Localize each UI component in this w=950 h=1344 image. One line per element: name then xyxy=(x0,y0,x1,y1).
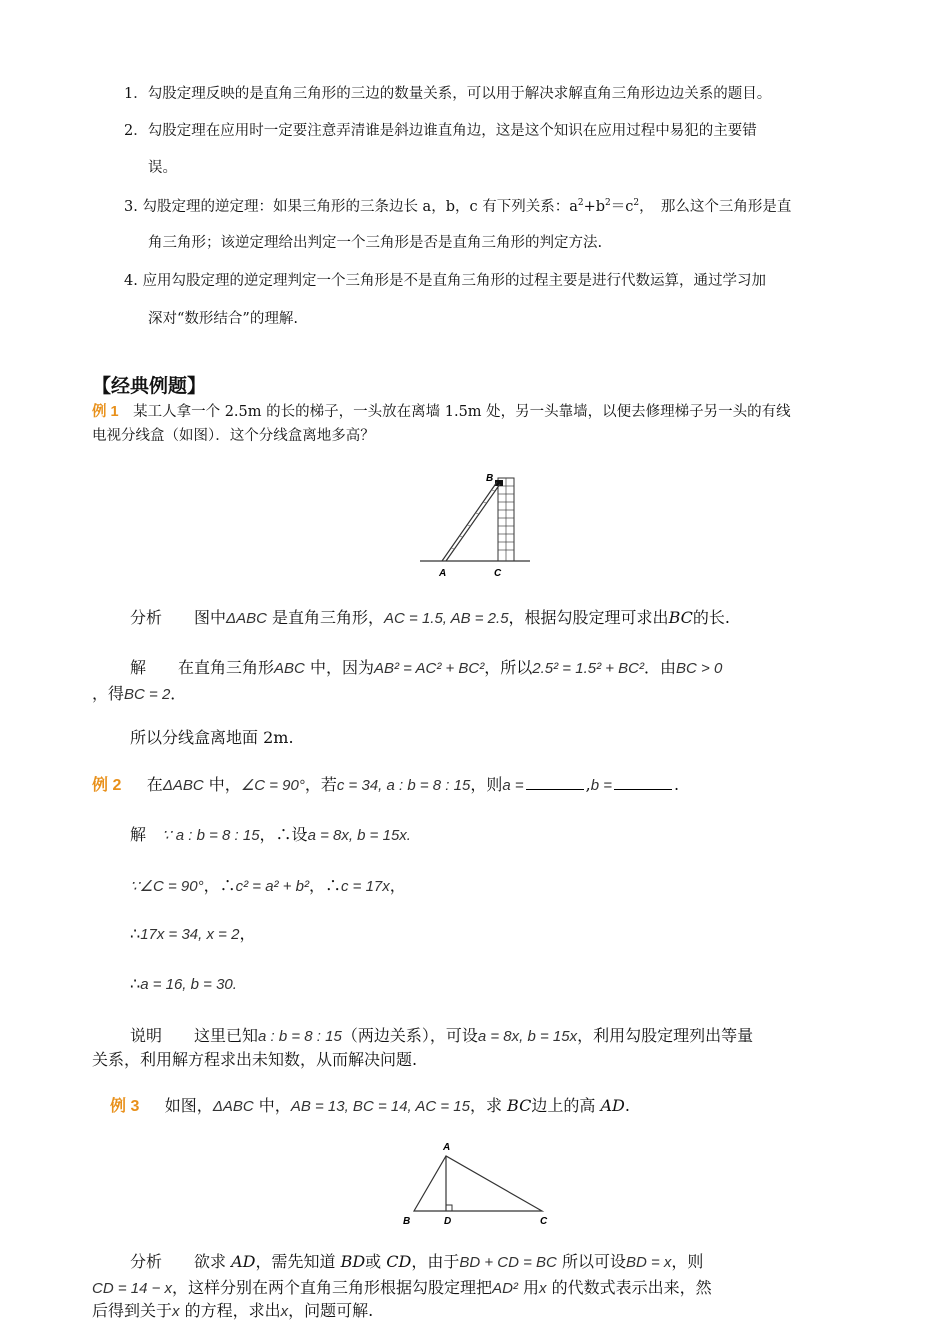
ex1-question-line2: 电视分线盒（如图）．这个分线盒离地多高？ xyxy=(92,428,375,444)
ex1-solution-line2: ，得BC = 2． xyxy=(92,684,187,703)
answer-blank-b xyxy=(614,777,672,790)
ex3-fig-label-d: D xyxy=(444,1216,452,1227)
ex2-note-line1: 说明 这里已知a : b = 8 : 15（两边关系），可设a = 8x, b = 15x，利用勾股定理列出等量 xyxy=(130,1026,754,1045)
ex1-fig-label-a: A xyxy=(439,568,447,579)
ex3-analysis-line3: 后得到关于x 的方程，求出x，问题可解. xyxy=(92,1301,374,1320)
ladder-figure xyxy=(415,470,535,582)
ex3-analysis-line1: 分析 欲求 AD，需先知道 BD或 CD，由于BD + CD = BC 所以可设BD = x，则 xyxy=(130,1252,704,1271)
ex3-fig-label-c: C xyxy=(540,1216,548,1227)
ex1-conclusion: 所以分线盒离地面 2m. xyxy=(130,728,294,747)
ex3-fig-label-a: A xyxy=(443,1142,451,1153)
ex2-label: 例 2 xyxy=(92,777,122,794)
point-3-line2: 角三角形；该逆定理给出判定一个三角形是否是直角三角形的判定方法. xyxy=(148,235,603,251)
ex1-analysis: 分析 图中ΔABC 是直角三角形，AC = 1.5, AB = 2.5，根据勾股定理可求出BC的长. xyxy=(130,608,730,627)
section-title: 【经典例题】 xyxy=(92,375,207,397)
ex1-fig-label-c: C xyxy=(494,568,502,579)
ex3-analysis-line2: CD = 14 − x，这样分别在两个直角三角形根据勾股定理把AD² 用x 的代数式表示出来，然 xyxy=(92,1278,712,1297)
ex3-fig-label-b: B xyxy=(403,1216,411,1227)
ex2-solution-line1: 解 ∵ a : b = 8 : 15，∴设a = 8x, b = 15x. xyxy=(130,825,411,844)
point-2-line1: 2．勾股定理在应用时一定要注意弄清谁是斜边谁直角边，这是这个知识在应用过程中易犯的主要错 xyxy=(124,123,757,139)
ex2-solution-line3: ∴17x = 34, x = 2， xyxy=(130,924,256,943)
ex1-question-line1: 例 1 某工人拿一个 2.5m 的长的梯子，一头放在离墙 1.5m 处，另一头靠墙，以便去修理梯子另一头的有线 xyxy=(92,404,791,420)
answer-blank-a xyxy=(526,777,584,790)
point-1: 1．勾股定理反映的是直角三角形的三边的数量关系，可以用于解决求解直角三角形边边关系的题目。 xyxy=(124,86,772,102)
ex1-label: 例 1 xyxy=(92,404,119,420)
ex2-question: 例 2 在ΔABC 中，∠C = 90°，若c = 34, a : b = 8 : 15，则a = ,b = . xyxy=(92,775,680,794)
ex1-fig-label-b: B xyxy=(486,473,494,484)
ex2-solution-line2: ∵∠C = 90°，∴c² = a² + b²，∴c = 17x， xyxy=(130,876,406,895)
point-4-line1: 4. 应用勾股定理的逆定理判定一个三角形是不是直角三角形的过程主要是进行代数运算，通过学习加 xyxy=(124,273,766,289)
point-4-line2: 深对“数形结合”的理解. xyxy=(148,311,298,327)
ex2-solution-line4: ∴a = 16, b = 30. xyxy=(130,974,237,993)
ex1-solution-line1: 解 在直角三角形ABC 中，因为AB² = AC² + BC²，所以2.5² = 1.5² + BC²．由BC > 0 xyxy=(130,658,723,677)
point-2-line2: 误。 xyxy=(148,160,177,176)
triangle-figure xyxy=(398,1136,558,1230)
point-3-line1: 3. 勾股定理的逆定理：如果三角形的三条边长 a，b，c 有下列关系：$a^2+b^2=c^2$， 那么这个三角形是直 xyxy=(124,198,792,215)
ex2-note-line2: 关系，利用解方程求出未知数，从而解决问题. xyxy=(92,1050,418,1069)
ex3-label: 例 3 xyxy=(110,1098,140,1115)
ex3-question: 例 3 如图，ΔABC 中，AB = 13, BC = 14, AC = 15，求 BC边上的高 AD. xyxy=(110,1096,630,1115)
